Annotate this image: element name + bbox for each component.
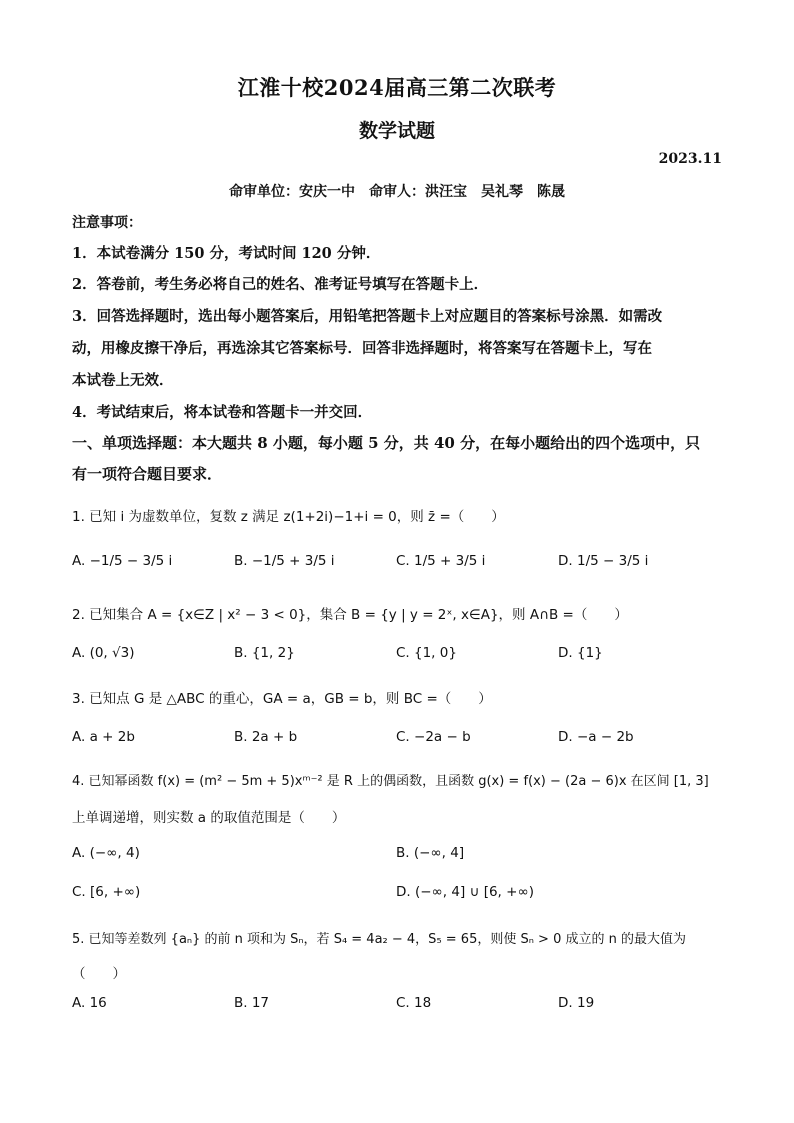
question-1-option-a: A. −1/5 − 3/5 i [72, 553, 173, 569]
question-3-option-c: C. −2a − b [396, 729, 471, 745]
notice-line: 1．本试卷满分 150 分，考试时间 120 分钟． [72, 245, 381, 262]
question-2-option-d: D. {1} [558, 645, 603, 661]
question-1-option-d: D. 1/5 − 3/5 i [558, 553, 649, 569]
section-heading: 有一项符合题目要求． [72, 465, 223, 483]
question-1-option-c: C. 1/5 + 3/5 i [396, 553, 486, 569]
exam-date: 2023.11 [658, 151, 722, 167]
notice-line: 本试卷上无效． [72, 372, 174, 389]
question-4-option-c: C. [6, +∞) [72, 884, 141, 900]
question-1-stem: 1. 已知 i 为虚数单位，复数 z 满足 z(1+2i)−1+i = 0，则 z̄ =（ ） [72, 509, 505, 525]
question-4-stem: 4. 已知幂函数 f(x) = (m² − 5m + 5)xᵐ⁻² 是 R 上的偶函数，且函数 g(x) = f(x) − (2a − 6)x 在区间 [1, 3] [72, 774, 709, 789]
exam-authors: 命审单位：安庆一中 命审人：洪汪宝 吴礼琴 陈晟 [229, 184, 565, 200]
notice-line: 3．回答选择题时，选出每小题答案后，用铅笔把答题卡上对应题目的答案标号涂黑．如需改 [72, 308, 663, 325]
question-4-option-b: B. (−∞, 4] [396, 845, 465, 861]
question-3-stem: 3. 已知点 G 是 △ABC 的重心，GA = a，GB = b，则 BC =（ ） [72, 691, 492, 707]
question-3-option-d: D. −a − 2b [558, 729, 634, 745]
question-1-option-b: B. −1/5 + 3/5 i [234, 553, 335, 569]
exam-title: 江淮十校2024届高三第二次联考 [237, 75, 557, 100]
question-2-option-c: C. {1, 0} [396, 645, 457, 661]
question-4-option-a: A. (−∞, 4) [72, 845, 140, 861]
question-2-option-b: B. {1, 2} [234, 645, 295, 661]
question-3-option-b: B. 2a + b [234, 729, 298, 745]
exam-subtitle: 数学试题 [358, 120, 435, 142]
question-5-stem: 5. 已知等差数列 {aₙ} 的前 n 项和为 Sₙ，若 S₄ = 4a₂ − 4，S₅ = 65，则使 Sₙ > 0 成立的 n 的最大值为 [72, 932, 686, 947]
question-5-option-b: B. 17 [234, 995, 270, 1011]
question-2-stem: 2. 已知集合 A = {x∈Z | x² − 3 < 0}，集合 B = {y | y = 2ˣ, x∈A}，则 A∩B =（ ） [72, 607, 628, 623]
notice-line: 4．考试结束后，将本试卷和答题卡一并交回． [72, 404, 373, 421]
notice-line: 2．答卷前，考生务必将自己的姓名、准考证号填写在答题卡上． [72, 276, 489, 293]
notice-heading: 注意事项： [72, 215, 142, 231]
question-5-option-a: A. 16 [72, 995, 107, 1011]
notice-line: 动，用橡皮擦干净后，再选涂其它答案标号．回答非选择题时，将答案写在答题卡上，写在 [72, 340, 652, 357]
question-5-option-c: C. 18 [396, 995, 432, 1011]
question-5-stem-continued: （ ） [72, 966, 126, 982]
question-4-stem-continued: 上单调递增，则实数 a 的取值范围是（ ） [72, 810, 346, 826]
section-heading: 一、单项选择题：本大题共 8 小题，每小题 5 分，共 40 分，在每小题给出的四个选项中，只 [72, 434, 701, 452]
question-5-option-d: D. 19 [558, 995, 595, 1011]
question-4-option-d: D. (−∞, 4] ∪ [6, +∞) [396, 884, 534, 900]
question-2-option-a: A. (0, √3) [72, 645, 135, 661]
question-3-option-a: A. a + 2b [72, 729, 135, 745]
